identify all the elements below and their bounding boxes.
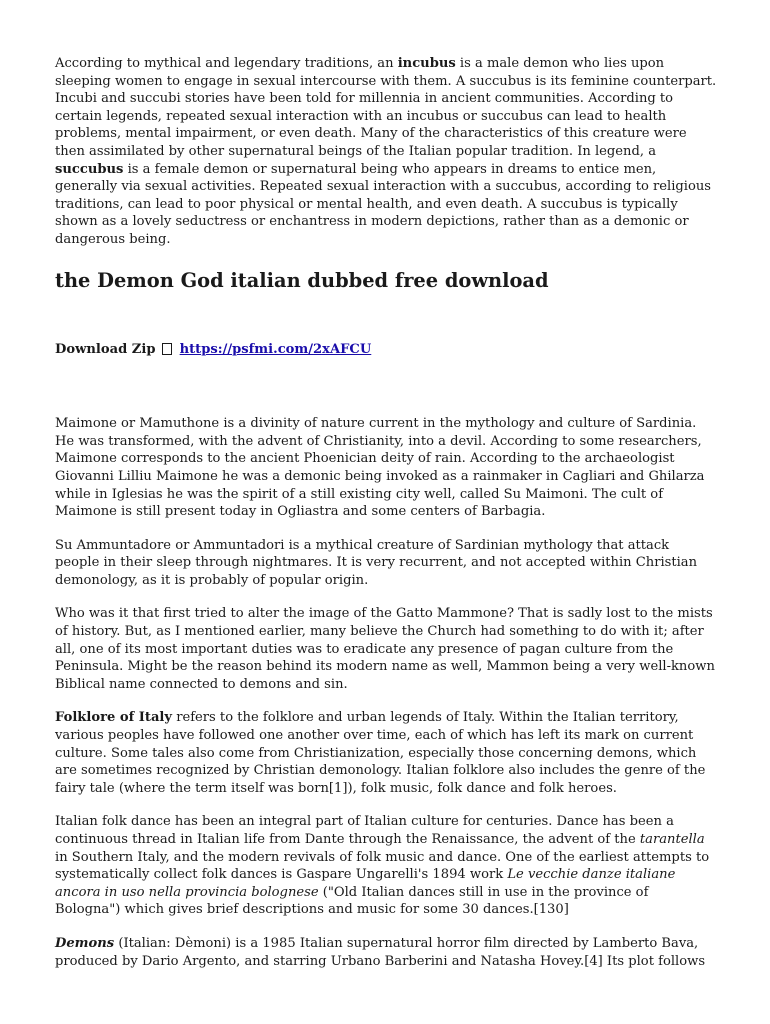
- folklore-text: refers to the folklore and urban legends of Italy. Within the Italian territory, various peoples have followed one another over time, each of which has left its mark on current culture. Some tales also come from Christianization, especially those concerning demons, which are sometimes recognized by Christian demonology. Italian folklore also includes the genre of the fairy tale (where the term itself was born[1]), folk music, folk dance and folk heroes.: [55, 710, 706, 796]
- demons-title: Demons: [55, 935, 115, 951]
- missing-glyph-icon: [162, 343, 172, 355]
- book-title: Le vecchie danze italiane ancora in uso nella provincia bolognese: [55, 867, 676, 900]
- dance-text-2: in Southern Italy, and the modern revivals of folk music and dance. One of the earliest attempts to systematically collect folk dances is Gaspare Ungarelli's 1894 work: [55, 849, 710, 883]
- dance-text-3: ("Old Italian dances still in use in the province of Bologna") which gives brief descriptions and music for some 30 dances.[130]: [55, 884, 649, 918]
- folk-dance-paragraph: [55, 813, 717, 919]
- folklore-paragraph: [55, 709, 717, 797]
- intro-text-2: is a male demon who lies upon sleeping women to engage in sexual intercourse with them. A succubus is its feminine counterpart. Incubi and succubi stories have been told for millennia in ancient communities. According to certain legends, repeated sexual interaction with an incubus or succubus can lead to health problems, mental impairment, or even death. Many of the characteristics of this creature were then assimilated by other supernatural beings of the Italian popular tradition. In legend, a: [55, 56, 717, 159]
- page-heading: the Demon God italian dubbed free download: [55, 268, 549, 292]
- demons-paragraph: [55, 935, 717, 970]
- download-link[interactable]: https://psfmi.com/2xAFCU: [179, 341, 372, 357]
- intro-text-1: According to mythical and legendary traditions, an: [55, 56, 398, 71]
- maimone-paragraph: Maimone or Mamuthone is a divinity of nature current in the mythology and culture of Sardinia. He was transformed, with the advent of Christianity, into a devil. According to some researchers, Maimone corresponds to the ancient Phoenician deity of rain. According to the archaeologist Giovanni Lilliu Maimone he was a demonic being invoked as a rainmaker in Cagliari and Ghilarza while in Iglesias he was the spirit of a still existing city well, called Su Maimoni. The cult of Maimone is still present today in Ogliastra and some centers of Barbagia.: [55, 416, 705, 520]
- folklore-term: Folklore of Italy: [55, 710, 173, 726]
- intro-paragraph: [55, 55, 717, 249]
- dance-text-1: Italian folk dance has been an integral part of Italian culture for centuries. Dance has been a continuous thread in Italian life from Dante through the Renaissance, the advent of the: [55, 814, 674, 847]
- document-page: [55, 55, 717, 970]
- ammuntadore-paragraph: Su Ammuntadore or Ammuntadori is a mythical creature of Sardinian mythology that attack people in their sleep through nightmares. It is very recurrent, and not accepted within Christian demonology, as it is probably of popular origin.: [55, 537, 698, 588]
- incubus-term: incubus: [397, 56, 456, 71]
- download-label: Download Zip: [55, 341, 156, 357]
- intro-text-3: is a female demon or supernatural being who appears in dreams to entice men, generally via sexual activities. Repeated sexual interaction with a succubus, according to religious traditions, can lead to poor physical or mental health, and even death. A succubus is typically shown as a lovely seductress or enchantress in modern depictions, rather than as a demonic or dangerous being.: [55, 161, 712, 247]
- tarantella-term: tarantella: [639, 832, 705, 847]
- download-line: [55, 341, 717, 359]
- demons-text: (Italian: Dèmoni) is a 1985 Italian supernatural horror film directed by Lamberto Bava, produced by Dario Argento, and starring Urbano Barberini and Natasha Hovey.[4] Its plot follows: [55, 935, 706, 969]
- gatto-mammone-paragraph: Who was it that first tried to alter the image of the Gatto Mammone? That is sadly lost to the mists of history. But, as I mentioned earlier, many believe the Church had something to do with it; after all, one of its most important duties was to eradicate any presence of pagan culture from the Peninsula. Might be the reason behind its modern name as well, Mammon being a very well-known Biblical name connected to demons and sin.: [55, 606, 715, 692]
- succubus-term: succubus: [55, 161, 124, 177]
